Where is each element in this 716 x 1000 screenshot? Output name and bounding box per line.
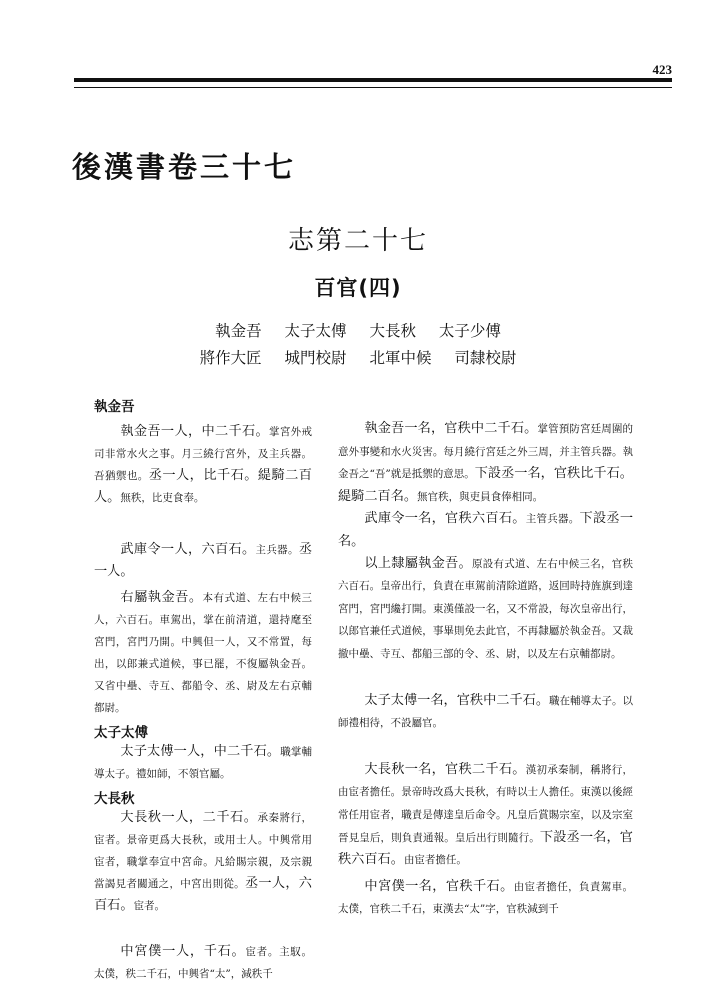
classical-paragraph: 武庫令一人，六百石。主兵器。丞一人。 [94, 542, 313, 579]
annotation: 主兵器。 [255, 544, 299, 556]
book-title: 後漢書卷三十七 [72, 150, 297, 184]
classical-paragraph: 執金吾一人，中二千石。掌宮外戒司非常水火之事。月三繞行宮外，及主兵器。吾猶禦也。丞一人，比千石。緹騎二百人。無秩，比吏食奉。 [94, 424, 313, 505]
office-heading: 執金吾 [94, 399, 135, 415]
toc-item: 城門校尉 [284, 349, 347, 367]
office-heading: 太子太傅 [94, 725, 148, 741]
toc-line [0, 345, 716, 372]
toc-item: 大長秋 [369, 322, 416, 340]
translation-paragraph: 以上隸屬執金吾。原設有式道、左右中候三名，官秩六百石。皇帝出行，負責在車駕前清除道路，返回時持旌旗到達宮門，宮門纔打開。東漢僅設一名，又不常設，每次皇帝出行，以郎官兼任式道候，事畢則免去此官，不再隸屬於執金吾。又裁撤中壘、寺互、都船三部的令、丞、尉，以及左右京輔都尉。 [338, 555, 634, 660]
translation-paragraph: 中宮僕一名，官秩千石。由宦者擔任，負責駕車。太僕，官秩二千石，東漢去“太”字，官秩減到千 [338, 878, 634, 916]
classical-paragraph: 中宮僕一人，千石。宦者。主馭。太僕，秩二千石，中興省“太”，減秩千 [94, 944, 313, 980]
annotation: 宦者。主馭。太僕，秩二千石，中興省“太”，減秩千 [94, 946, 313, 980]
annotation: 漢初承秦制，稱將行，由宦者擔任。景帝時改爲大長秋，有時以士人擔任。東漢以後經常任用宦者，職責是傳達皇后命令。凡皇后賞賜宗室，以及宗室晉見皇后，則負責通報。皇后出行則隨行。 [338, 763, 633, 844]
annotation: 宦者。 [133, 900, 166, 912]
annotation: 掌管預防宮廷周圍的意外事變和水火災害。每月繞行宮廷之外三周，并主管兵器。執金吾之“吾”就是抵禦的意思。 [338, 423, 634, 481]
table-of-contents [0, 318, 716, 372]
classical-paragraph: 大長秋一人，二千石。承秦將行，宦者。景帝更爲大長秋，或用士人。中興常用宦者，職掌奉宣中宮命。凡給賜宗親，及宗親當謁見者關通之，中宮出則從。丞一人，六百石。宦者。 [94, 810, 313, 913]
toc-item: 太子太傅 [284, 322, 347, 340]
annotation: 本有式道、左右中候三人，六百石。車駕出，掌在前清道，還持麾至宮門，宮門乃開。中興但一人，又不常置，每出，以郎兼式道候，事已罷，不復屬執金吾。又省中壘、寺互、都船令、丞、尉及左右京輔都尉。 [94, 592, 313, 714]
toc-item: 司隸校尉 [454, 349, 517, 367]
toc-item: 太子少傅 [438, 322, 501, 340]
translation-paragraph: 大長秋一名，官秩二千石。漢初承秦制，稱將行，由宦者擔任。景帝時改爲大長秋，有時以士人擔任。東漢以後經常任用宦者，職責是傳達皇后命令。凡皇后賞賜宗室，以及宗室晉見皇后，則負責通報。皇后出行則隨行。下設丞一名，官秩六百石。由宦者擔任。 [338, 761, 633, 868]
annotation: 主管兵器。 [525, 513, 580, 526]
annotation: 由宦者擔任。 [403, 854, 467, 867]
translation-paragraph: 武庫令一名，官秩六百石。主管兵器。下設丞一名。 [338, 511, 634, 549]
toc-line [0, 318, 716, 345]
classical-paragraph: 太子太傅一人，中二千石。職掌輔導太子。禮如師，不領官屬。 [94, 744, 312, 780]
classical-paragraph: 右屬執金吾。本有式道、左右中候三人，六百石。車駕出，掌在前清道，還持麾至宮門，宮門乃開。中興但一人，又不常置，每出，以郎兼式道候，事已罷，不復屬執金吾。又省中壘、寺互、都船令、丞、尉及左右京輔都尉。 [94, 590, 313, 714]
annotation: 由宦者擔任，負責駕車。太僕，官秩二千石，東漢去“太”字，官秩減到千 [338, 880, 634, 916]
translation-column [338, 418, 633, 921]
toc-item: 執金吾 [215, 322, 262, 340]
annotation: 職在輔導太子。以師禮相待，不設屬官。 [338, 694, 634, 730]
section-title: 志第二十七 [287, 226, 428, 256]
annotation: 原設有式道、左右中候三名，官秩六百石。皇帝出行，負責在車駕前清除道路，返回時持旌旗到達宮門，宮門纔打開。東漢僅設一名，又不常設，每次皇帝出行，以郎官兼任式道候，事畢則免去此官，不再隸屬於執金吾。又裁撤中壘、寺互、都船三部的令、丞、尉，以及左右京輔都尉。 [338, 557, 634, 660]
office-heading: 大長秋 [94, 791, 135, 807]
header-rule-thin [74, 87, 672, 88]
classical-text-column [94, 395, 312, 985]
page-number: 423 [652, 62, 672, 77]
annotation: 無官秩，與吏員食俸相同。 [417, 490, 544, 503]
toc-item: 將作大匠 [199, 349, 262, 367]
header-rule-thick [74, 78, 672, 82]
translation-paragraph: 執金吾一名，官秩中二千石。掌管預防宮廷周圍的意外事變和水火災害。每月繞行宮廷之外三周，并主管兵器。執金吾之“吾”就是抵禦的意思。下設丞一名，官秩比千石。緹騎二百名。無官秩，與吏員食俸相同。 [338, 421, 634, 504]
annotation: 職掌輔導太子。禮如師，不領官屬。 [94, 746, 312, 780]
toc-item: 北軍中候 [369, 349, 432, 367]
annotation: 承秦將行，宦者。景帝更爲大長秋，或用士人。中興常用宦者，職掌奉宣中宮命。凡給賜宗親，及宗親當謁見者關通之，中宮出則從。 [94, 812, 313, 890]
annotation: 掌宮外戒司非常水火之事。月三繞行宮外，及主兵器。吾猶禦也。 [94, 426, 313, 482]
translation-paragraph: 太子太傅一名，官秩中二千石。職在輔導太子。以師禮相待，不設屬官。 [338, 692, 634, 730]
subsection-title: 百官(四) [314, 276, 402, 300]
annotation: 無秩，比吏食奉。 [120, 492, 205, 504]
